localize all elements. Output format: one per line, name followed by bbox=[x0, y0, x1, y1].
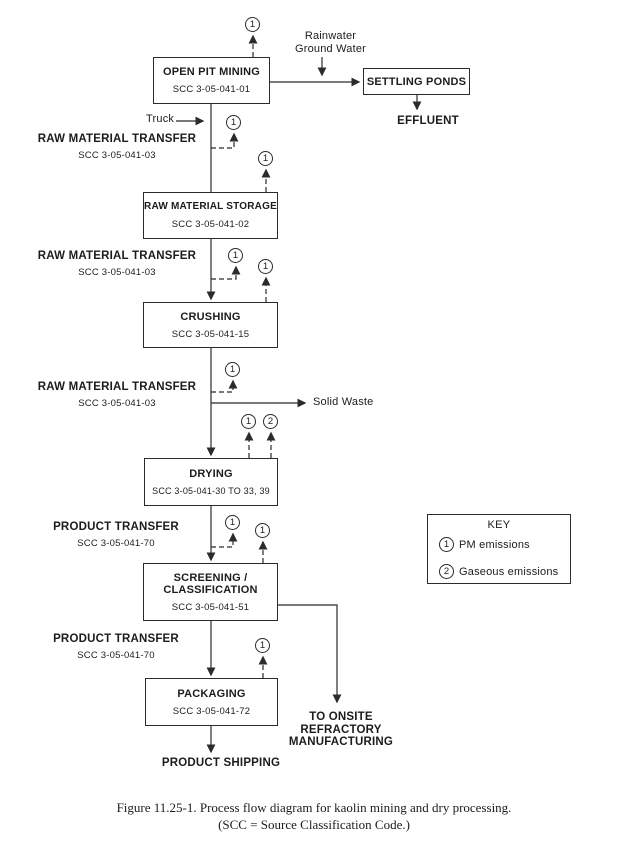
label-rainwater-groundwater bbox=[283, 30, 378, 55]
label-raw-material-transfer-1 bbox=[26, 133, 208, 161]
pm-emission-marker: 1 bbox=[226, 115, 241, 130]
pm-emission-marker: 1 bbox=[245, 17, 260, 32]
pm-emission-marker: 1 bbox=[228, 248, 243, 263]
gaseous-emission-marker: 2 bbox=[439, 564, 454, 579]
figure-caption bbox=[0, 799, 628, 833]
to-onsite-line2: REFRACTORY bbox=[300, 723, 382, 736]
scc-code: SCC 3-05-041-03 bbox=[78, 267, 156, 278]
pm-emission-marker: 1 bbox=[258, 151, 273, 166]
scc-code: SCC 3-05-041-02 bbox=[171, 219, 250, 230]
key-item-label: Gaseous emissions bbox=[459, 565, 559, 578]
gaseous-emission-marker: 2 bbox=[263, 414, 278, 429]
box-title: DRYING bbox=[189, 468, 233, 480]
box-title-line2: CLASSIFICATION bbox=[163, 583, 258, 596]
box-settling-ponds bbox=[363, 68, 470, 95]
pm-emission-marker: 1 bbox=[241, 414, 256, 429]
box-title-line1: SCREENING / bbox=[173, 571, 248, 584]
pm-emission-marker: 1 bbox=[439, 537, 454, 552]
transfer-title: RAW MATERIAL TRANSFER bbox=[37, 250, 197, 262]
rainwater-line2: Ground Water bbox=[294, 42, 367, 55]
label-truck: Truck bbox=[146, 113, 175, 125]
box-title: PACKAGING bbox=[177, 687, 246, 700]
box-title: CRUSHING bbox=[180, 310, 241, 323]
label-raw-material-transfer-3 bbox=[26, 381, 208, 409]
pm-emission-marker: 1 bbox=[225, 515, 240, 530]
pm-emission-marker: 1 bbox=[225, 362, 240, 377]
key-legend bbox=[427, 514, 571, 584]
label-product-transfer-2 bbox=[36, 633, 196, 661]
label-to-onsite-refractory bbox=[281, 711, 401, 749]
key-item-pm bbox=[439, 537, 530, 552]
pm-emission-marker: 1 bbox=[255, 523, 270, 538]
box-title: RAW MATERIAL STORAGE bbox=[144, 201, 277, 212]
scc-code: SCC 3-05-041-03 bbox=[78, 398, 156, 409]
label-solid-waste: Solid Waste bbox=[313, 396, 374, 408]
transfer-title: PRODUCT TRANSFER bbox=[53, 633, 179, 645]
transfer-title: RAW MATERIAL TRANSFER bbox=[37, 133, 197, 145]
box-drying bbox=[144, 458, 278, 506]
key-title: KEY bbox=[487, 519, 511, 531]
caption-line2: (SCC = Source Classification Code.) bbox=[218, 817, 410, 832]
scc-code: SCC 3-05-041-30 TO 33, 39 bbox=[152, 486, 270, 496]
box-title: OPEN PIT MINING bbox=[162, 66, 261, 78]
box-crushing bbox=[143, 302, 278, 348]
box-raw-material-storage bbox=[143, 192, 278, 239]
rainwater-line1: Rainwater bbox=[304, 30, 357, 42]
label-product-transfer-1 bbox=[36, 521, 196, 549]
scc-code: SCC 3-05-041-70 bbox=[77, 650, 155, 661]
scc-code: SCC 3-05-041-72 bbox=[172, 705, 251, 717]
dashed-transfer3-pm bbox=[211, 381, 233, 392]
label-product-shipping: PRODUCT SHIPPING bbox=[161, 757, 281, 769]
scc-code: SCC 3-05-041-03 bbox=[78, 150, 156, 161]
key-item-gaseous bbox=[439, 564, 558, 579]
dashed-transfer2-pm bbox=[211, 267, 236, 279]
box-packaging bbox=[145, 678, 278, 726]
transfer-title: PRODUCT TRANSFER bbox=[53, 521, 179, 533]
label-raw-material-transfer-2 bbox=[26, 250, 208, 278]
transfer-title: RAW MATERIAL TRANSFER bbox=[37, 381, 197, 393]
box-title: SETTLING PONDS bbox=[366, 75, 467, 88]
label-effluent: EFFLUENT bbox=[397, 115, 459, 127]
scc-code: SCC 3-05-041-01 bbox=[172, 84, 251, 95]
pm-emission-marker: 1 bbox=[258, 259, 273, 274]
dashed-product-transfer1-pm bbox=[211, 534, 233, 547]
key-item-label: PM emissions bbox=[459, 538, 530, 551]
arrow-screening-to-refractory bbox=[278, 605, 337, 702]
dashed-transfer1-pm bbox=[211, 134, 234, 148]
to-onsite-line3: MANUFACTURING bbox=[288, 736, 394, 748]
pm-emission-marker: 1 bbox=[255, 638, 270, 653]
scc-code: SCC 3-05-041-51 bbox=[171, 601, 250, 613]
box-screening-classification bbox=[143, 563, 278, 621]
box-open-pit-mining bbox=[153, 57, 270, 104]
scc-code: SCC 3-05-041-70 bbox=[77, 538, 155, 549]
scc-code: SCC 3-05-041-15 bbox=[171, 328, 250, 340]
caption-line1: Figure 11.25-1. Process flow diagram for kaolin mining and dry processing. bbox=[116, 800, 512, 815]
to-onsite-line1: TO ONSITE bbox=[309, 711, 373, 723]
